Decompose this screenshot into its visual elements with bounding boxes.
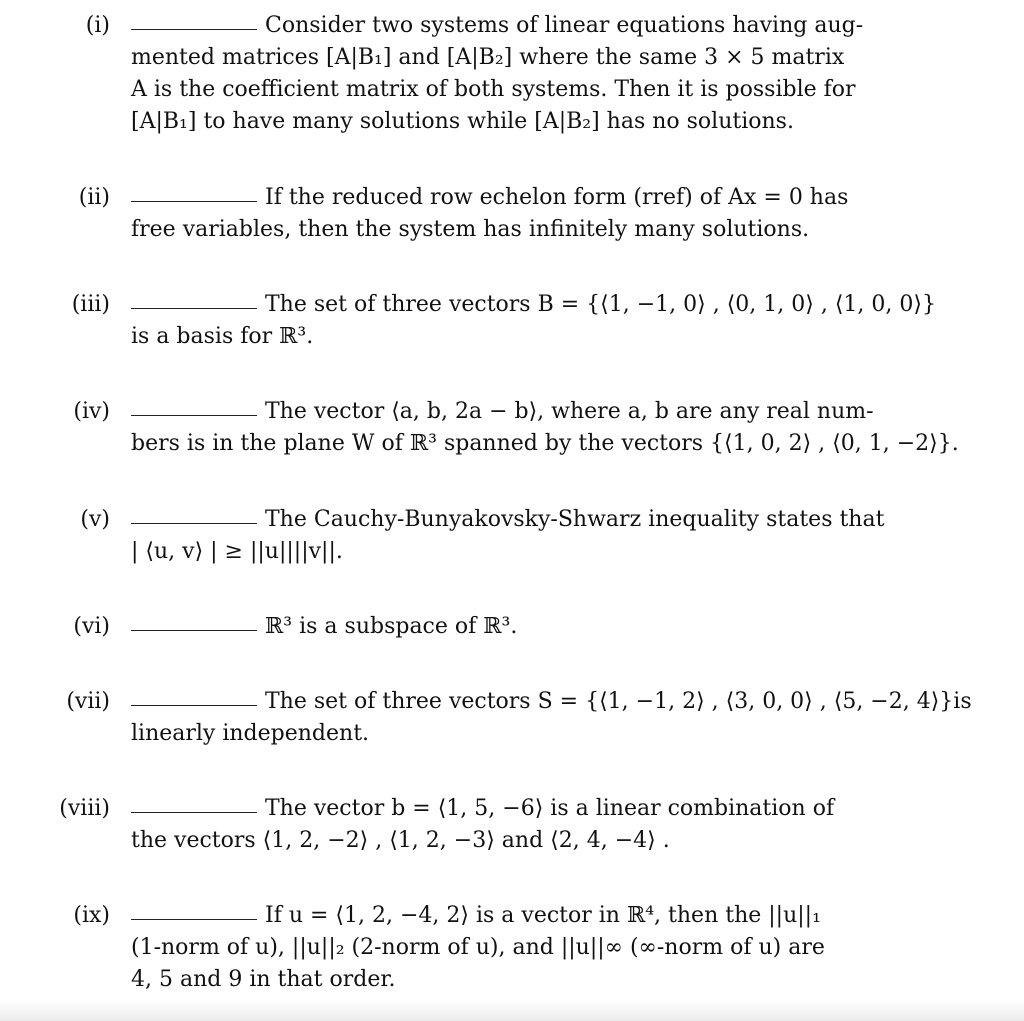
- question-label: (ix): [73, 903, 110, 928]
- question-label: (v): [80, 507, 110, 532]
- question-text-line-2: free variables, then the system has infinitely many solutions.: [131, 217, 810, 242]
- question-text-line-2: (1-norm of u), ||u||₂ (2-norm of u), and ||u||∞ (∞-norm of u) are: [131, 935, 825, 960]
- question-text-line-2: the vectors ⟨1, 2, −2⟩ , ⟨1, 2, −3⟩ and ⟨2, 4, −4⟩ .: [131, 828, 670, 853]
- answer-blank[interactable]: [131, 630, 257, 631]
- question-text-line-2: bers is in the plane W of ℝ³ spanned by the vectors {⟨1, 0, 2⟩ , ⟨0, 1, −2⟩}.: [131, 431, 959, 456]
- question-label: (iv): [73, 399, 110, 424]
- question-label: (i): [85, 13, 110, 38]
- answer-blank[interactable]: [131, 705, 257, 706]
- answer-blank[interactable]: [131, 308, 257, 309]
- answer-blank[interactable]: [131, 919, 257, 920]
- bottom-edge-shadow: [0, 1000, 1024, 1021]
- answer-blank[interactable]: [131, 29, 257, 30]
- question-label: (iii): [71, 292, 110, 317]
- question-label: (vii): [66, 689, 110, 714]
- answer-blank[interactable]: [131, 415, 257, 416]
- question-text-line-2: | ⟨u, v⟩ | ≥ ||u||||v||.: [131, 539, 343, 564]
- question-text-line-1: If the reduced row echelon form (rref) of Ax = 0 has: [265, 185, 849, 210]
- question-text-line-3: A is the coefficient matrix of both systems. Then it is possible for: [131, 77, 856, 102]
- answer-blank[interactable]: [131, 812, 257, 813]
- question-text-line-2: mented matrices [A|B₁] and [A|B₂] where the same 3 × 5 matrix: [131, 45, 845, 70]
- question-label: (viii): [59, 796, 110, 821]
- question-text-line-4: [A|B₁] to have many solutions while [A|B₂] has no solutions.: [131, 109, 794, 134]
- question-text-line-1: The Cauchy-Bunyakovsky-Shwarz inequality states that: [265, 507, 885, 532]
- question-text-line-1: The set of three vectors B = {⟨1, −1, 0⟩ , ⟨0, 1, 0⟩ , ⟨1, 0, 0⟩}: [265, 292, 936, 317]
- question-text-line-1: The vector b = ⟨1, 5, −6⟩ is a linear combination of: [265, 796, 835, 821]
- answer-blank[interactable]: [131, 201, 257, 202]
- question-text-line-1: The vector ⟨a, b, 2a − b⟩, where a, b are any real num-: [265, 399, 874, 424]
- question-text-line-1: If u = ⟨1, 2, −4, 2⟩ is a vector in ℝ⁴, then the ||u||₁: [265, 903, 821, 928]
- question-text-line-1: The set of three vectors S = {⟨1, −1, 2⟩ , ⟨3, 0, 0⟩ , ⟨5, −2, 4⟩}is: [265, 689, 972, 714]
- question-text-line-1: Consider two systems of linear equations having aug-: [265, 13, 864, 38]
- question-label: (vi): [73, 614, 110, 639]
- answer-blank[interactable]: [131, 523, 257, 524]
- question-text-line-1: ℝ³ is a subspace of ℝ³.: [265, 614, 518, 639]
- question-text-line-2: linearly independent.: [131, 721, 370, 746]
- question-text-line-2: is a basis for ℝ³.: [131, 324, 314, 349]
- question-text-line-3: 4, 5 and 9 in that order.: [131, 967, 396, 992]
- question-label: (ii): [78, 185, 110, 210]
